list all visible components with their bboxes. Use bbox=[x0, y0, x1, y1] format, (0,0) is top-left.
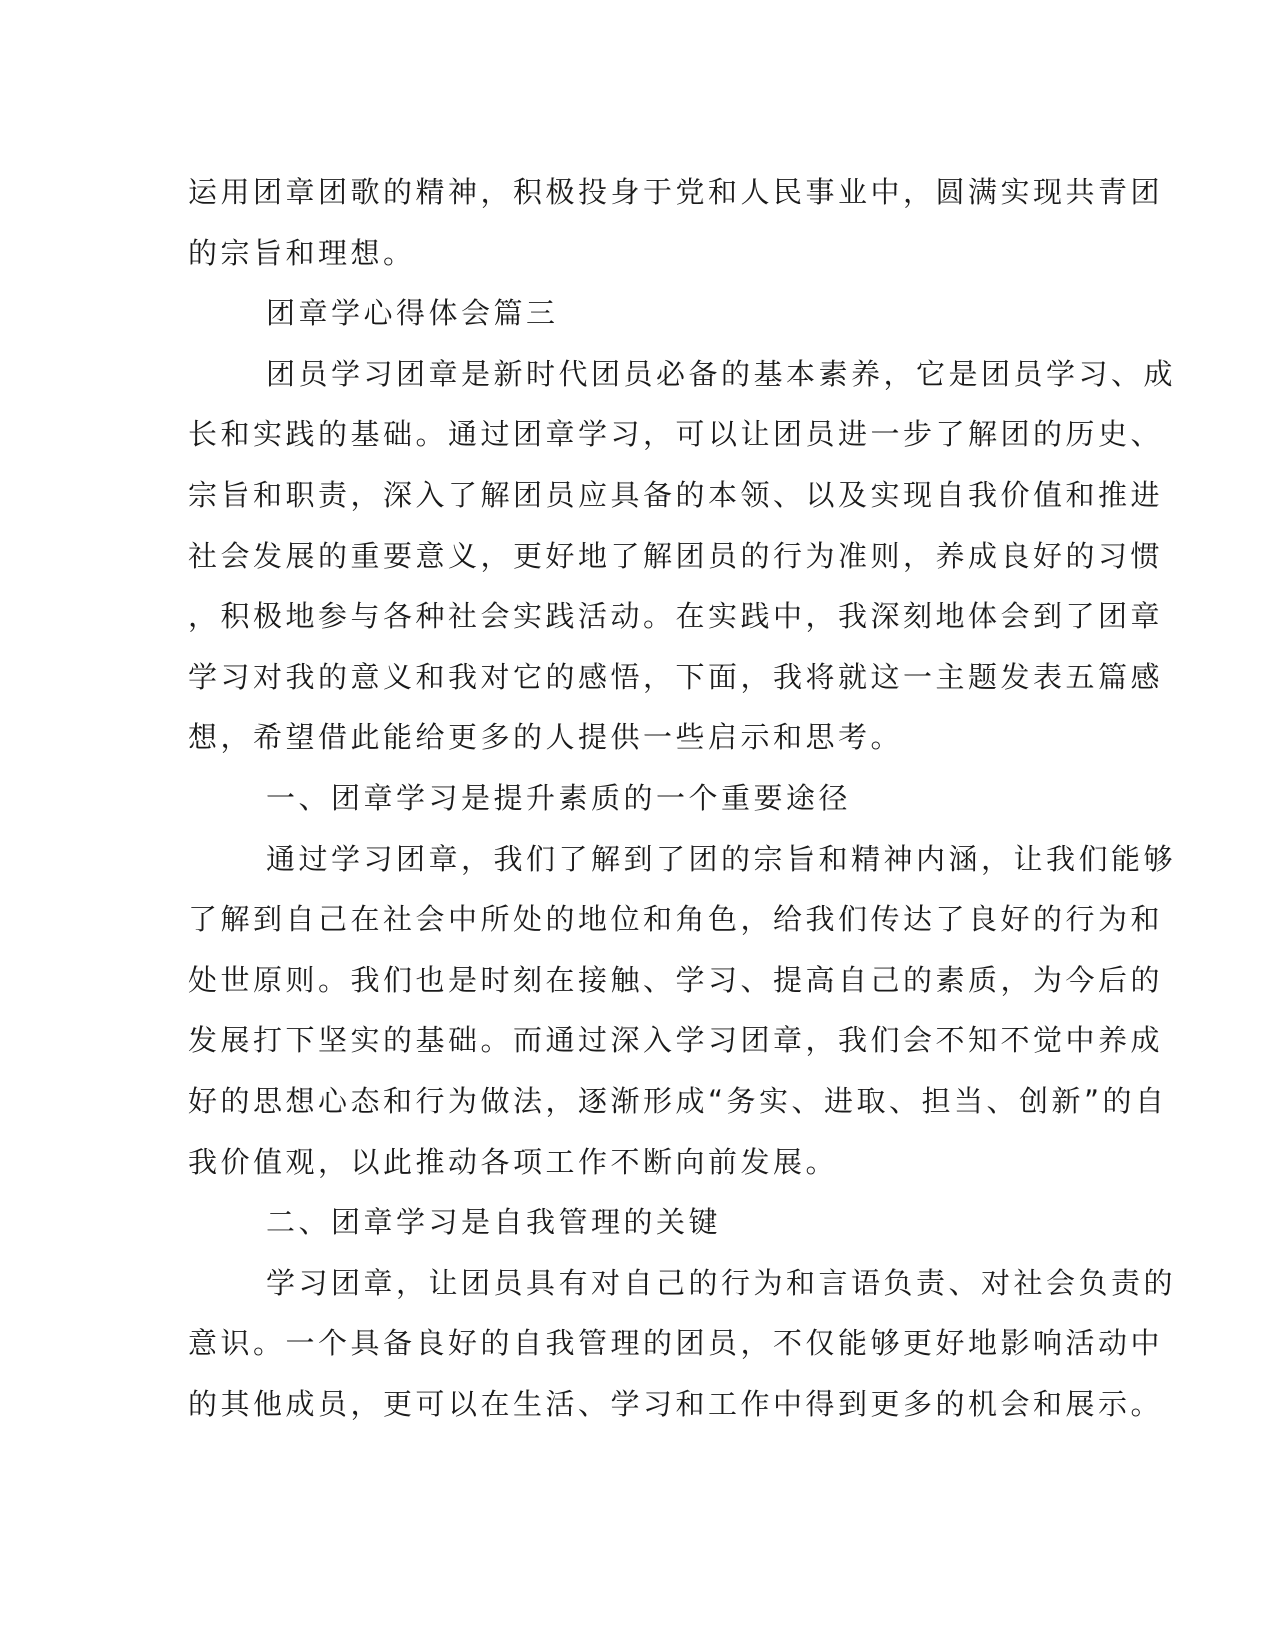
text-line: 学习对我的意义和我对它的感悟，下面，我将就这一主题发表五篇感 bbox=[188, 659, 1164, 694]
text-line: 运用团章团歌的精神，积极投身于党和人民事业中，圆满实现共青团 bbox=[188, 175, 1164, 209]
section-title: 团章学心得体会篇三 bbox=[266, 296, 559, 331]
text-line: 学习团章，让团员具有对自己的行为和言语负责、对社会负责的 bbox=[266, 1265, 1177, 1300]
text-line: 处世原则。我们也是时刻在接触、学习、提高自己的素质，为今后的 bbox=[188, 962, 1164, 997]
text-line: 我价值观，以此推动各项工作不断向前发展。 bbox=[188, 1144, 839, 1179]
subheading: 一、团章学习是提升素质的一个重要途径 bbox=[266, 780, 852, 815]
subheading: 二、团章学习是自我管理的关键 bbox=[266, 1205, 722, 1240]
text-line: 团员学习团章是新时代团员必备的基本素养，它是团员学习、成 bbox=[266, 356, 1177, 391]
text-line: 的宗旨和理想。 bbox=[188, 235, 416, 270]
document-body bbox=[188, 162, 1177, 1434]
text-line: 意识。一个具备良好的自我管理的团员，不仅能够更好地影响活动中 bbox=[188, 1326, 1164, 1361]
text-line: 的其他成员，更可以在生活、学习和工作中得到更多的机会和展示。 bbox=[188, 1386, 1164, 1421]
text-line: 社会发展的重要意义，更好地了解团员的行为准则，养成良好的习惯 bbox=[188, 538, 1164, 573]
text-line: 了解到自己在社会中所处的地位和角色，给我们传达了良好的行为和 bbox=[188, 902, 1164, 937]
text-line: ，积极地参与各种社会实践活动。在实践中，我深刻地体会到了团章 bbox=[188, 599, 1164, 634]
text-line: 通过学习团章，我们了解到了团的宗旨和精神内涵，让我们能够 bbox=[266, 841, 1177, 876]
text-line: 好的思想心态和行为做法，逐渐形成“务实、进取、担当、创新”的自 bbox=[188, 1083, 1168, 1118]
text-line: 想，希望借此能给更多的人提供一些启示和思考。 bbox=[188, 720, 904, 755]
text-line: 宗旨和职责，深入了解团员应具备的本领、以及实现自我价值和推进 bbox=[188, 477, 1164, 512]
text-line: 长和实践的基础。通过团章学习，可以让团员进一步了解团的历史、 bbox=[188, 417, 1164, 452]
text-line: 发展打下坚实的基础。而通过深入学习团章，我们会不知不觉中养成 bbox=[188, 1023, 1164, 1058]
